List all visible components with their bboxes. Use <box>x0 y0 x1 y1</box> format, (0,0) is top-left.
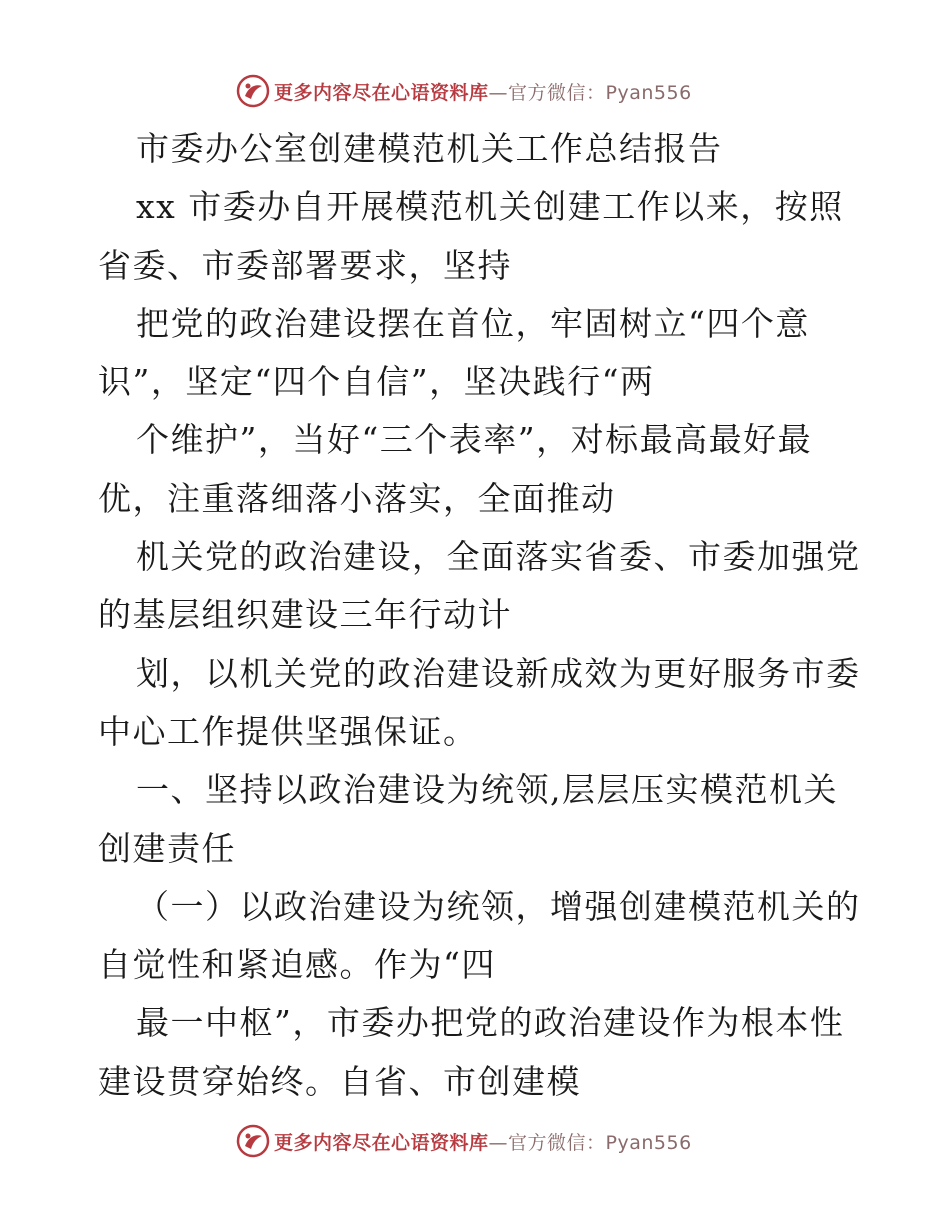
text-line: 中心工作提供坚强保证。 <box>98 711 478 751</box>
watermark-text <box>274 1128 692 1155</box>
watermark-header <box>236 74 692 108</box>
book-logo-icon <box>236 1124 270 1158</box>
text-line: 的基层组织建设三年行动计 <box>98 595 512 635</box>
text-line: 自觉性和紧迫感。作为“四 <box>98 945 496 985</box>
text-line: （一）以政治建设为统领，增强创建模范机关的 <box>136 886 861 926</box>
text-line: 一、坚持以政治建设为统领,层层压实模范机关 <box>136 770 838 810</box>
document-body <box>98 120 861 1111</box>
watermark-rest-text: —官方微信：Pyan556 <box>488 1131 692 1154</box>
text-line: 创建责任 <box>98 828 236 868</box>
text-line: 机关党的政治建设，全面落实省委、市委加强党 <box>136 537 861 577</box>
text-line: 把党的政治建设摆在首位，牢固树立“四个意 <box>136 303 810 343</box>
text-line: 省委、市委部署要求，坚持 <box>98 245 512 285</box>
watermark-text <box>274 78 692 105</box>
text-line: 建设贯穿始终。自省、市创建模 <box>98 1061 581 1101</box>
text-line: 优，注重落细落小落实，全面推动 <box>98 478 616 518</box>
text-line: xx 市委办自开展模范机关创建工作以来，按照 <box>136 187 844 227</box>
text-line: 识”，坚定“四个自信”，坚决践行“两 <box>98 362 655 402</box>
watermark-bold-text: 更多内容尽在心语资料库 <box>274 1131 489 1154</box>
watermark-rest-text: —官方微信：Pyan556 <box>488 81 692 104</box>
text-line: 划，以机关党的政治建设新成效为更好服务市委 <box>136 653 861 693</box>
watermark-bold-text: 更多内容尽在心语资料库 <box>274 81 489 104</box>
text-line: 市委办公室创建模范机关工作总结报告 <box>136 129 723 168</box>
book-logo-icon <box>236 74 270 108</box>
text-line: 个维护”，当好“三个表率”，对标最高最好最 <box>136 420 813 460</box>
text-line: 最一中枢”，市委办把党的政治建设作为根本性 <box>136 1003 845 1043</box>
watermark-footer <box>236 1124 692 1158</box>
